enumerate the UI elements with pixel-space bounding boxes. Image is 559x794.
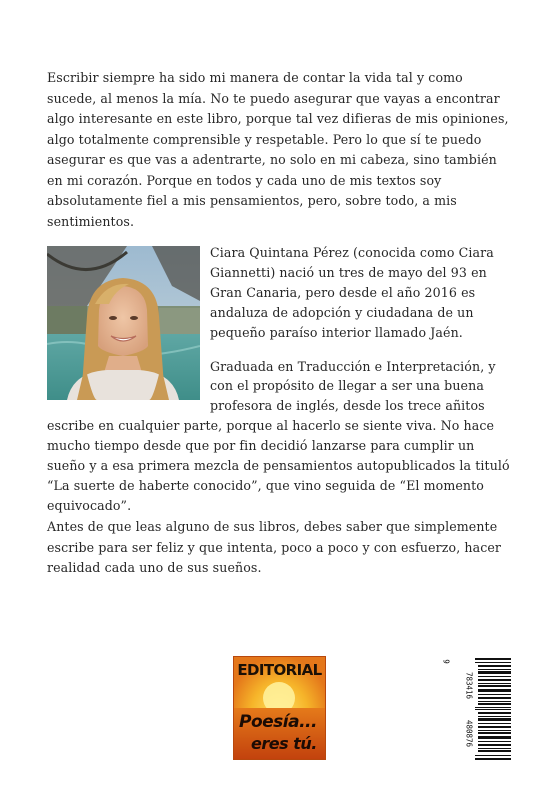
bio-paragraph-1: Ciara Quintana Pérez (conocida como Ciara Giannetti) nació un tres de mayo del 93 en Gran Canaria, pero desde el año 2016 es andaluza de adopción y ciudadana de un pequeño paraíso interior llamado Jaén. <box>210 245 494 340</box>
barcode-lead-digit: 9 <box>441 659 451 664</box>
intro-paragraph: Escribir siempre ha sido mi manera de contar la vida tal y como sucede, al menos la mía. No te puedo asegurar que vayas a encontrar algo interesante en este libro, porque tal vez difieras de mis opiniones, algo totalmente comprensible y respetable. Pero lo que sí te puedo asegurar es que vas a adentrarte, no solo en mi cabeza, sino también en mi corazón. Porque en todos y cada uno de mis textos soy absolutamente fiel a mis pensamientos, pero, sobre todo, a mis sentimientos. <box>47 70 509 229</box>
logo-line-2: eres tú. <box>251 734 317 753</box>
isbn-barcode <box>441 656 513 764</box>
barcode-digits-1: 783416 <box>464 671 474 700</box>
author-photo <box>47 246 200 400</box>
publisher-logo <box>233 656 326 760</box>
author-bio <box>47 243 515 516</box>
logo-editorial-text: EDITORIAL <box>237 661 322 679</box>
logo-line-1: Poesía... <box>239 712 317 732</box>
bio-paragraph-2: Graduada en Traducción e Interpretación, y con el propósito de llegar a ser una buena profesora de inglés, desde los trece añitos escribe en cualquier parte, porque al hacerlo se siente viva. No hace mucho tiempo desde que por fin decidió lanzarse para cumplir un sueño y a esa primera mezcla de pensamientos autopublicados la tituló “La suerte de haberte conocido”, que vino seguida de “El momento equivocado”. <box>47 358 510 513</box>
outro-paragraph: Antes de que leas alguno de sus libros, debes saber que simplemente escribe para ser feliz y que intenta, poco a poco y con esfuerzo, hacer realidad cada uno de sus sueños. <box>47 519 502 575</box>
barcode-digits-2: 480876 <box>464 719 474 748</box>
